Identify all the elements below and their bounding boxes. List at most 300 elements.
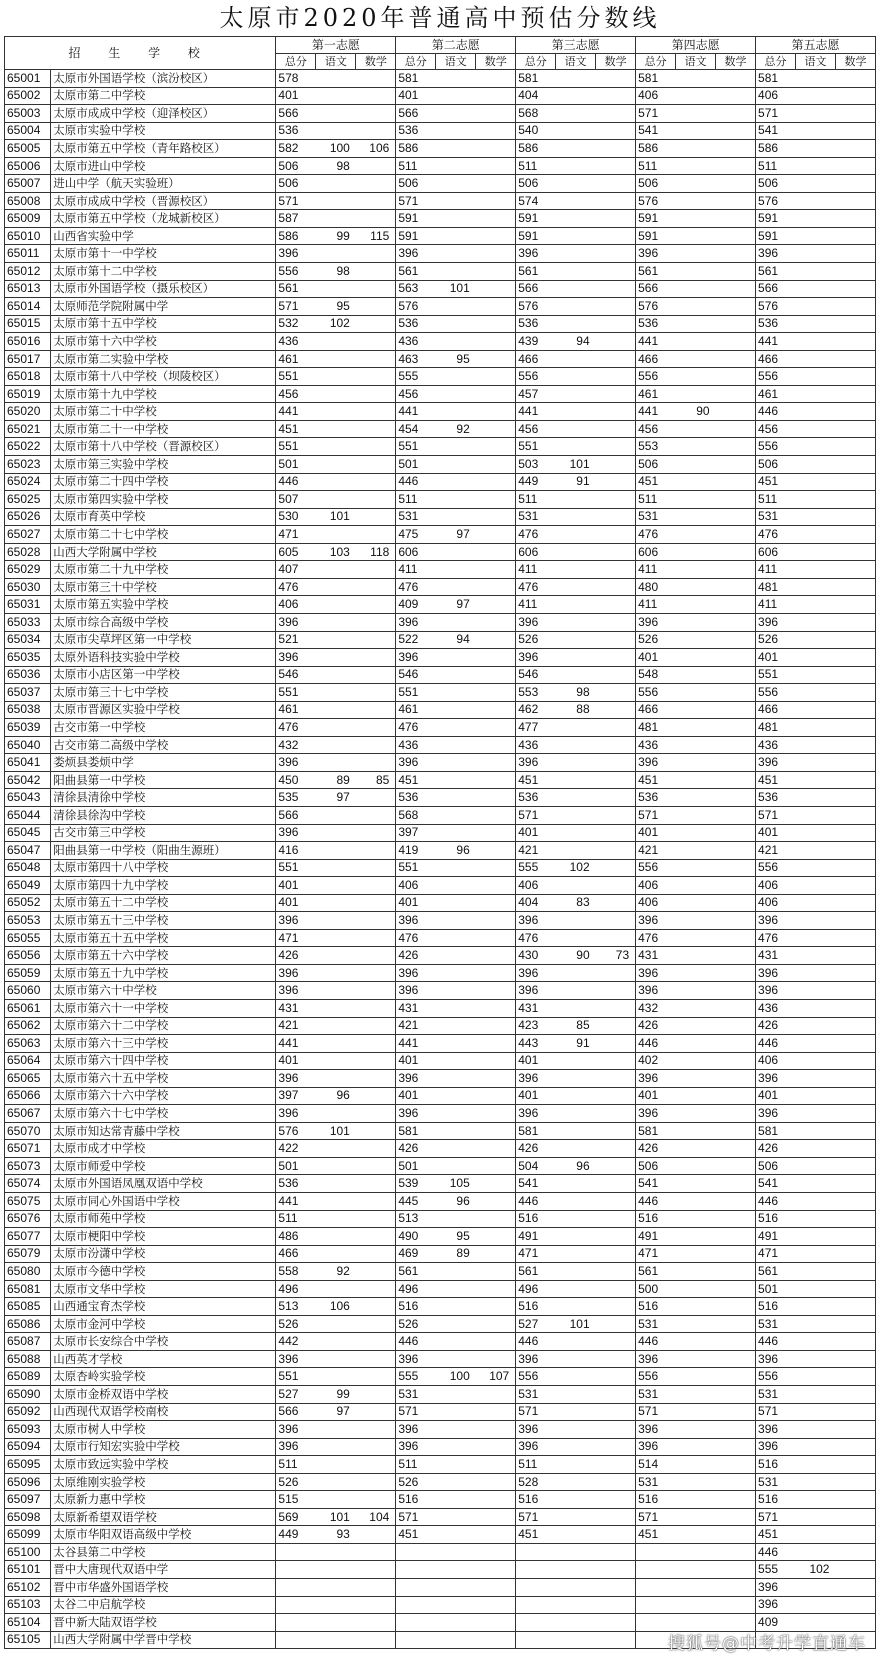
total-score — [636, 1543, 676, 1561]
chinese-score — [556, 596, 596, 614]
chinese-score — [436, 1403, 476, 1421]
total-score: 450 — [276, 771, 316, 789]
total-score: 581 — [516, 1122, 556, 1140]
chinese-score — [676, 982, 716, 1000]
school-name: 太原市晋源区实验中学校 — [51, 701, 276, 719]
total-score: 561 — [396, 263, 436, 281]
school-name: 太原市第五中学校（龙城新校区） — [51, 210, 276, 228]
math-score — [835, 1350, 875, 1368]
chinese-score — [676, 666, 716, 684]
math-score — [356, 385, 396, 403]
total-score: 396 — [516, 1438, 556, 1456]
math-score — [716, 403, 756, 421]
math-score — [835, 736, 875, 754]
chinese-score — [796, 1456, 836, 1474]
math-score — [476, 368, 516, 386]
school-code: 65067 — [5, 1105, 51, 1123]
math-score — [476, 1140, 516, 1158]
chinese-score — [796, 280, 836, 298]
math-score — [716, 157, 756, 175]
math-score — [476, 403, 516, 421]
chinese-score — [316, 1561, 356, 1579]
total-score: 396 — [636, 912, 676, 930]
chinese-score — [796, 1175, 836, 1193]
total-score: 443 — [516, 1035, 556, 1053]
chinese-score — [796, 140, 836, 158]
school-column-header: 招 生 学 校 — [5, 37, 276, 70]
table-row — [5, 578, 876, 596]
chinese-score — [676, 719, 716, 737]
chinese-score — [676, 1105, 716, 1123]
total-score: 446 — [756, 1035, 796, 1053]
chinese-score — [556, 982, 596, 1000]
chinese-score — [556, 526, 596, 544]
chinese-score — [676, 701, 716, 719]
chinese-score — [436, 1087, 476, 1105]
school-code: 65070 — [5, 1122, 51, 1140]
table-row — [5, 1017, 876, 1035]
total-score: 396 — [636, 1350, 676, 1368]
total-score: 431 — [276, 999, 316, 1017]
math-score — [476, 824, 516, 842]
chinese-score — [436, 1543, 476, 1561]
chinese-score — [676, 1368, 716, 1386]
chinese-score — [316, 1105, 356, 1123]
school-code: 65036 — [5, 666, 51, 684]
total-score: 546 — [516, 666, 556, 684]
total-score: 436 — [396, 736, 436, 754]
table-row — [5, 1421, 876, 1439]
math-score — [596, 1087, 636, 1105]
subheader-chinese: 语文 — [796, 54, 836, 70]
total-score: 446 — [756, 1333, 796, 1351]
math-score — [596, 1543, 636, 1561]
total-score: 446 — [756, 403, 796, 421]
chinese-score — [436, 929, 476, 947]
math-score — [716, 526, 756, 544]
math-score — [596, 368, 636, 386]
math-score — [596, 684, 636, 702]
math-score — [716, 456, 756, 474]
chinese-score: 96 — [556, 1157, 596, 1175]
math-score — [356, 1245, 396, 1263]
chinese-score — [796, 1438, 836, 1456]
math-score — [596, 70, 636, 88]
total-score: 426 — [636, 1140, 676, 1158]
math-score — [356, 491, 396, 509]
school-code: 65104 — [5, 1614, 51, 1632]
total-score: 571 — [396, 1508, 436, 1526]
total-score: 401 — [276, 894, 316, 912]
math-score — [476, 543, 516, 561]
total-score: 396 — [756, 1421, 796, 1439]
chinese-score — [316, 982, 356, 1000]
total-score: 456 — [636, 420, 676, 438]
total-score: 491 — [636, 1228, 676, 1246]
table-row — [5, 824, 876, 842]
math-score — [476, 315, 516, 333]
math-score — [835, 824, 875, 842]
chinese-score — [316, 1193, 356, 1211]
total-score: 516 — [396, 1491, 436, 1509]
chinese-score — [676, 157, 716, 175]
school-name: 娄烦县娄烦中学 — [51, 754, 276, 772]
total-score: 432 — [636, 999, 676, 1017]
chinese-score — [796, 1596, 836, 1614]
total-score: 396 — [276, 1105, 316, 1123]
chinese-score — [316, 192, 356, 210]
school-code: 65029 — [5, 561, 51, 579]
total-score: 439 — [516, 333, 556, 351]
total-score: 396 — [756, 1350, 796, 1368]
total-score: 477 — [516, 719, 556, 737]
total-score: 555 — [756, 1561, 796, 1579]
math-score — [835, 877, 875, 895]
total-score: 396 — [756, 1105, 796, 1123]
chinese-score — [676, 368, 716, 386]
math-score — [356, 1350, 396, 1368]
school-name: 太原新希望双语学校 — [51, 1508, 276, 1526]
math-score — [476, 964, 516, 982]
total-score: 541 — [756, 1175, 796, 1193]
chinese-score — [676, 754, 716, 772]
total-score: 526 — [396, 1315, 436, 1333]
chinese-score — [556, 1631, 596, 1649]
chinese-score: 98 — [556, 684, 596, 702]
math-score — [716, 192, 756, 210]
total-score: 506 — [756, 1157, 796, 1175]
total-score: 456 — [756, 420, 796, 438]
chinese-score: 101 — [556, 456, 596, 474]
math-score — [356, 1157, 396, 1175]
math-score — [476, 385, 516, 403]
chinese-score — [556, 1596, 596, 1614]
total-score: 426 — [756, 1140, 796, 1158]
math-score — [716, 280, 756, 298]
chinese-score: 102 — [796, 1561, 836, 1579]
math-score — [716, 1543, 756, 1561]
chinese-score — [676, 385, 716, 403]
math-score — [476, 1263, 516, 1281]
math-score — [476, 684, 516, 702]
chinese-score — [436, 1333, 476, 1351]
math-score — [476, 999, 516, 1017]
school-name: 太原维刚实验学校 — [51, 1473, 276, 1491]
total-score: 581 — [636, 1122, 676, 1140]
math-score — [716, 1579, 756, 1597]
total-score: 396 — [516, 613, 556, 631]
total-score: 531 — [636, 508, 676, 526]
chinese-score: 95 — [436, 1228, 476, 1246]
chinese-score — [676, 1035, 716, 1053]
chinese-score — [676, 1508, 716, 1526]
total-score: 396 — [516, 245, 556, 263]
math-score — [476, 263, 516, 281]
math-score — [716, 1140, 756, 1158]
chinese-score — [556, 1508, 596, 1526]
total-score: 568 — [516, 105, 556, 123]
total-score: 582 — [276, 140, 316, 158]
school-code: 65066 — [5, 1087, 51, 1105]
total-score: 566 — [276, 806, 316, 824]
chinese-score — [556, 157, 596, 175]
chinese-score — [316, 1473, 356, 1491]
chinese-score — [556, 1579, 596, 1597]
school-name: 太原市致远实验中学校 — [51, 1456, 276, 1474]
math-score — [356, 649, 396, 667]
chinese-score: 94 — [556, 333, 596, 351]
table-row — [5, 912, 876, 930]
chinese-score — [796, 1543, 836, 1561]
chinese-score — [316, 1070, 356, 1088]
chinese-score — [796, 1017, 836, 1035]
total-score: 396 — [276, 824, 316, 842]
total-score: 516 — [396, 1298, 436, 1316]
total-score: 528 — [516, 1473, 556, 1491]
math-score — [716, 438, 756, 456]
math-score — [835, 1140, 875, 1158]
chinese-score — [436, 1614, 476, 1632]
math-score — [596, 385, 636, 403]
total-score: 563 — [396, 280, 436, 298]
math-score — [716, 122, 756, 140]
chinese-score — [796, 894, 836, 912]
math-score — [476, 578, 516, 596]
math-score — [596, 701, 636, 719]
school-code: 65105 — [5, 1631, 51, 1649]
chinese-score: 88 — [556, 701, 596, 719]
math-score — [835, 561, 875, 579]
chinese-score — [556, 736, 596, 754]
total-score: 581 — [756, 70, 796, 88]
chinese-score — [436, 105, 476, 123]
math-score — [596, 1228, 636, 1246]
math-score — [716, 666, 756, 684]
total-score: 541 — [636, 122, 676, 140]
chinese-score: 100 — [316, 140, 356, 158]
school-name: 太原市第三十七中学校 — [51, 684, 276, 702]
total-score: 396 — [396, 754, 436, 772]
math-score — [716, 87, 756, 105]
chinese-score — [436, 298, 476, 316]
table-row — [5, 736, 876, 754]
school-name: 太原市第五十九中学校 — [51, 964, 276, 982]
chinese-score: 83 — [556, 894, 596, 912]
chinese-score — [796, 947, 836, 965]
school-name: 太原师范学院附属中学 — [51, 298, 276, 316]
total-score: 431 — [516, 999, 556, 1017]
chinese-score — [556, 1526, 596, 1544]
total-score: 421 — [276, 1017, 316, 1035]
total-score: 396 — [516, 649, 556, 667]
table-row — [5, 806, 876, 824]
total-score: 591 — [516, 227, 556, 245]
chinese-score — [316, 596, 356, 614]
math-score — [476, 140, 516, 158]
math-score — [476, 526, 516, 544]
math-score — [476, 122, 516, 140]
chinese-score — [316, 333, 356, 351]
total-score: 587 — [276, 210, 316, 228]
table-row — [5, 1140, 876, 1158]
math-score — [835, 578, 875, 596]
chinese-score — [556, 1175, 596, 1193]
math-score — [476, 1122, 516, 1140]
table-row — [5, 70, 876, 88]
math-score — [716, 105, 756, 123]
chinese-score — [436, 1386, 476, 1404]
total-score — [276, 1579, 316, 1597]
total-score: 471 — [516, 1245, 556, 1263]
chinese-score — [796, 877, 836, 895]
total-score: 540 — [516, 122, 556, 140]
chinese-score: 95 — [316, 298, 356, 316]
school-name: 太原市金河中学校 — [51, 1315, 276, 1333]
total-score: 401 — [636, 824, 676, 842]
chinese-score — [436, 824, 476, 842]
total-score: 553 — [636, 438, 676, 456]
total-score: 451 — [396, 771, 436, 789]
total-score: 586 — [636, 140, 676, 158]
chinese-score — [316, 912, 356, 930]
total-score: 531 — [636, 1386, 676, 1404]
total-score: 406 — [756, 894, 796, 912]
total-score: 491 — [756, 1228, 796, 1246]
math-score — [476, 508, 516, 526]
total-score: 421 — [516, 842, 556, 860]
table-row — [5, 1579, 876, 1597]
school-name: 太原市第十八中学校（晋源校区） — [51, 438, 276, 456]
school-code: 65019 — [5, 385, 51, 403]
school-name: 阳曲县第一中学校（阳曲生源班） — [51, 842, 276, 860]
chinese-score — [316, 701, 356, 719]
school-name: 太原市第五十六中学校 — [51, 947, 276, 965]
school-name: 太原市进山中学校 — [51, 157, 276, 175]
total-score: 556 — [636, 368, 676, 386]
math-score — [596, 561, 636, 579]
school-name: 太原市第三实验中学校 — [51, 456, 276, 474]
math-score — [476, 789, 516, 807]
total-score: 581 — [396, 70, 436, 88]
chinese-score: 96 — [436, 1193, 476, 1211]
table-row — [5, 1561, 876, 1579]
chinese-score — [556, 1368, 596, 1386]
choice-header-5: 第五志愿 — [756, 37, 876, 54]
chinese-score — [676, 912, 716, 930]
total-score: 571 — [756, 806, 796, 824]
total-score: 586 — [756, 140, 796, 158]
total-score: 531 — [396, 1386, 436, 1404]
chinese-score — [316, 280, 356, 298]
total-score: 511 — [396, 1456, 436, 1474]
chinese-score — [436, 157, 476, 175]
total-score — [636, 1561, 676, 1579]
math-score — [596, 403, 636, 421]
math-score — [356, 578, 396, 596]
total-score — [396, 1614, 436, 1632]
total-score: 456 — [276, 385, 316, 403]
school-name: 晋中市华盛外国语学校 — [51, 1579, 276, 1597]
total-score: 449 — [276, 1526, 316, 1544]
chinese-score — [316, 719, 356, 737]
total-score: 551 — [396, 438, 436, 456]
school-code: 65053 — [5, 912, 51, 930]
math-score: 107 — [476, 1368, 516, 1386]
total-score: 446 — [756, 1193, 796, 1211]
chinese-score — [796, 1035, 836, 1053]
chinese-score — [556, 789, 596, 807]
chinese-score — [796, 1315, 836, 1333]
math-score — [356, 157, 396, 175]
chinese-score — [676, 789, 716, 807]
chinese-score — [436, 1631, 476, 1649]
total-score: 481 — [756, 578, 796, 596]
choice-header-1: 第一志愿 — [276, 37, 396, 54]
total-score: 449 — [516, 473, 556, 491]
chinese-score — [676, 1280, 716, 1298]
school-name: 太原市今德中学校 — [51, 1263, 276, 1281]
math-score — [716, 140, 756, 158]
math-score — [835, 491, 875, 509]
total-score: 605 — [276, 543, 316, 561]
chinese-score — [436, 192, 476, 210]
chinese-score — [316, 403, 356, 421]
subheader-chinese: 语文 — [556, 54, 596, 70]
total-score: 606 — [636, 543, 676, 561]
total-score: 396 — [276, 912, 316, 930]
chinese-score — [316, 1140, 356, 1158]
math-score — [476, 561, 516, 579]
chinese-score — [556, 105, 596, 123]
table-row — [5, 719, 876, 737]
total-score: 576 — [756, 192, 796, 210]
math-score — [476, 245, 516, 263]
math-score — [716, 649, 756, 667]
math-score — [596, 1350, 636, 1368]
total-score: 409 — [756, 1614, 796, 1632]
total-score: 530 — [276, 508, 316, 526]
math-score — [716, 824, 756, 842]
math-score — [476, 70, 516, 88]
total-score: 401 — [396, 1087, 436, 1105]
chinese-score — [436, 385, 476, 403]
math-score — [356, 1543, 396, 1561]
total-score: 553 — [516, 684, 556, 702]
total-score: 536 — [516, 789, 556, 807]
math-score — [835, 719, 875, 737]
chinese-score — [316, 1456, 356, 1474]
math-score — [356, 1561, 396, 1579]
chinese-score — [436, 508, 476, 526]
chinese-score — [556, 508, 596, 526]
total-score: 506 — [636, 456, 676, 474]
math-score — [356, 280, 396, 298]
chinese-score — [556, 420, 596, 438]
school-code: 65002 — [5, 87, 51, 105]
table-row — [5, 596, 876, 614]
chinese-score — [436, 1508, 476, 1526]
total-score: 401 — [396, 87, 436, 105]
chinese-score — [436, 649, 476, 667]
table-row — [5, 543, 876, 561]
math-score — [476, 1473, 516, 1491]
chinese-score — [676, 613, 716, 631]
chinese-score — [676, 1561, 716, 1579]
chinese-score — [796, 613, 836, 631]
math-score — [476, 227, 516, 245]
math-score — [596, 771, 636, 789]
math-score — [596, 596, 636, 614]
